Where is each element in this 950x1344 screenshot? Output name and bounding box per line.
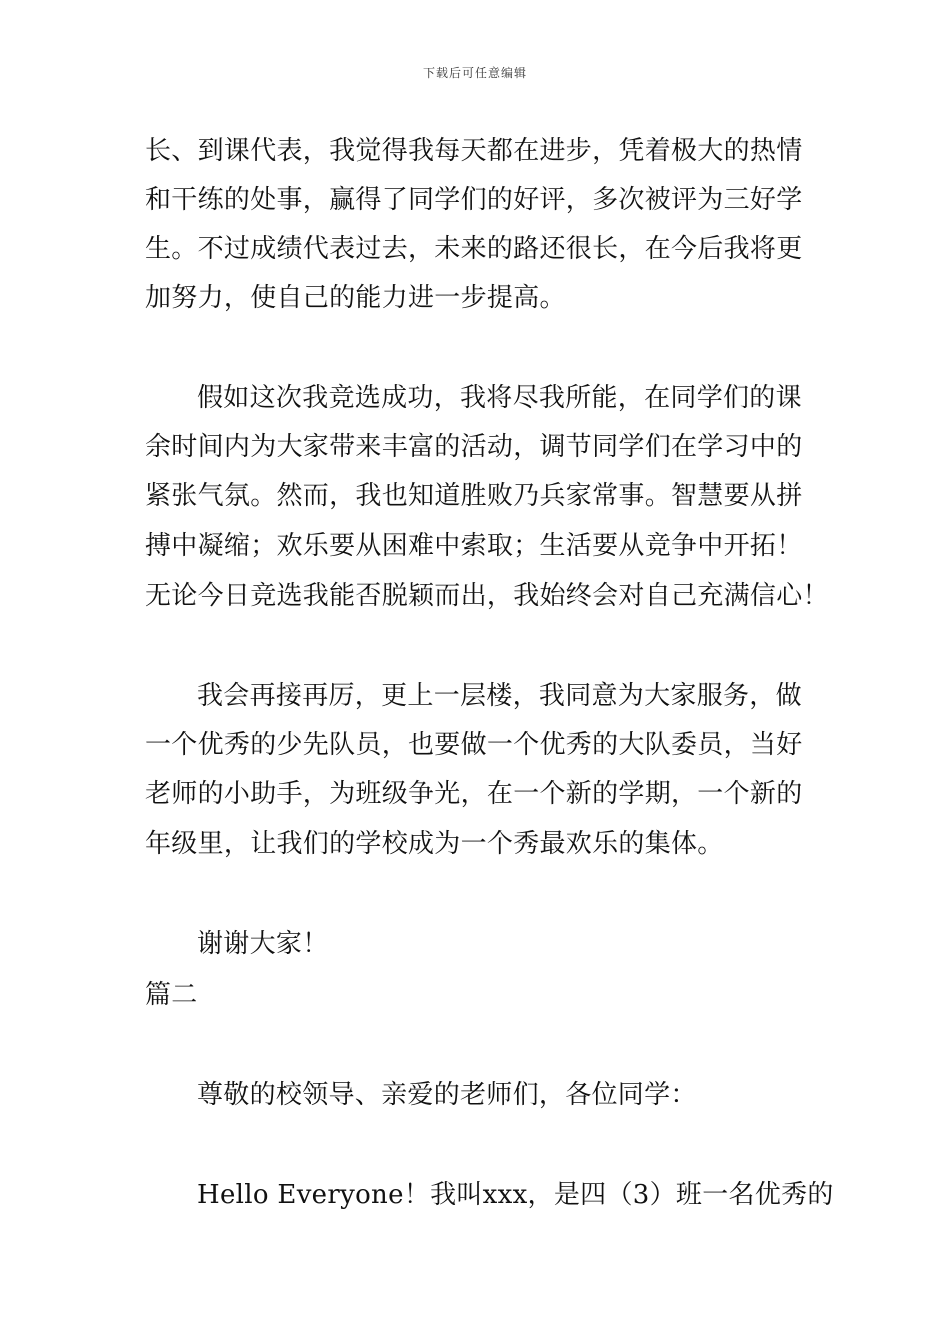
paragraph-3-line-3: 老师的小助手，为班级争光，在一个新的学期，一个新的 [145, 779, 803, 809]
paragraph-2-line-1: 假如这次我竞选成功，我将尽我所能，在同学们的课 [197, 383, 802, 413]
paragraph-2-line-4: 搏中凝缩；欢乐要从困难中索取；生活要从竞争中开拓！ [145, 531, 803, 561]
paragraph-3-line-1: 我会再接再厉，更上一层楼，我同意为大家服务，做 [197, 681, 802, 711]
paragraph-3-line-4: 年级里，让我们的学校成为一个秀最欢乐的集体。 [145, 829, 724, 859]
section-title: 篇二 [145, 980, 198, 1010]
paragraph-1-line-1: 长、到课代表，我觉得我每天都在进步，凭着极大的热情 [145, 136, 803, 166]
paragraph-1-line-4: 加努力，使自己的能力进一步提高。 [145, 283, 566, 313]
paragraph-1-line-2: 和干练的处事，赢得了同学们的好评，多次被评为三好学 [145, 185, 803, 215]
page-header: 下载后可任意编辑 [422, 66, 527, 80]
paragraph-2-line-2: 余时间内为大家带来丰富的活动，调节同学们在学习中的 [145, 432, 803, 462]
paragraph-1-line-3: 生。不过成绩代表过去，未来的路还很长，在今后我将更 [145, 234, 803, 264]
intro-line: Hello Everyone！我叫xxx，是四（3）班一名优秀的 [197, 1180, 834, 1210]
paragraph-2-line-5: 无论今日竞选我能否脱颖而出，我始终会对自己充满信心！ [145, 581, 829, 611]
greeting-line: 尊敬的校领导、亲爱的老师们，各位同学： [197, 1080, 697, 1110]
closing-thanks: 谢谢大家！ [197, 929, 329, 959]
paragraph-3-line-2: 一个优秀的少先队员，也要做一个优秀的大队委员，当好 [145, 730, 803, 760]
paragraph-2-line-3: 紧张气氛。然而，我也知道胜败乃兵家常事。智慧要从拼 [145, 481, 803, 511]
